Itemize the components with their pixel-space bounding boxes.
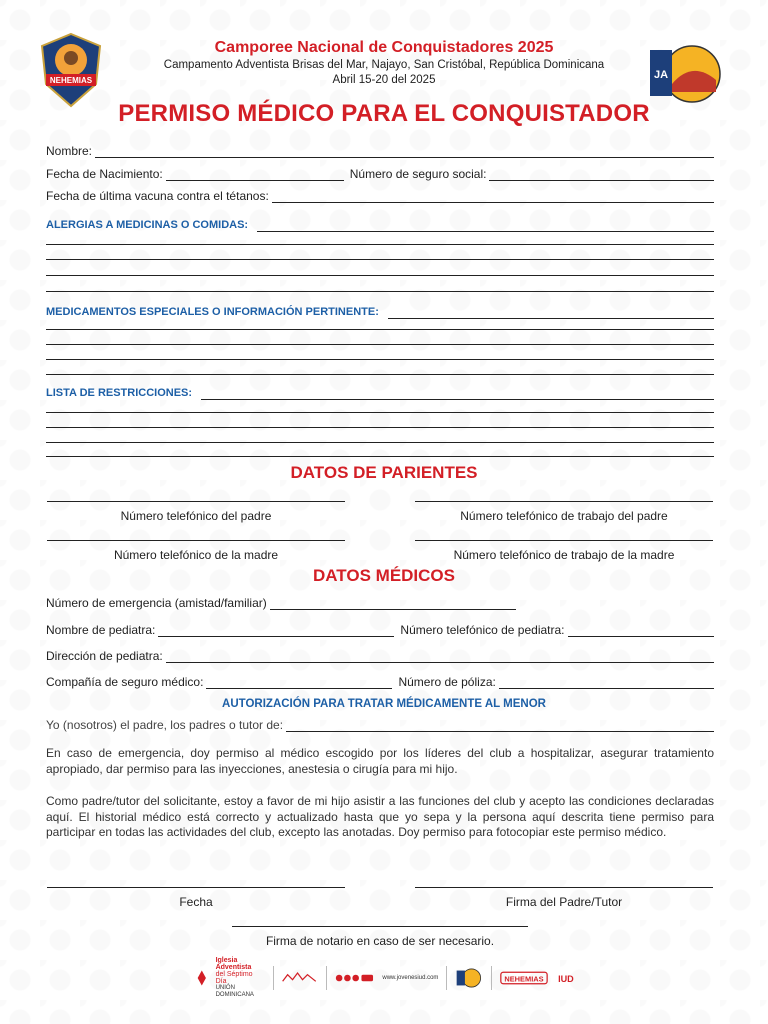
- field-label: Nombre:: [46, 144, 93, 158]
- field-alergias[interactable]: [46, 216, 714, 232]
- ja-small-logo-icon: [455, 965, 483, 991]
- field-tel-padre[interactable]: [47, 501, 345, 523]
- input-line[interactable]: [166, 169, 344, 181]
- input-line[interactable]: [232, 926, 528, 934]
- input-line[interactable]: [158, 625, 394, 637]
- input-line[interactable]: [47, 501, 345, 509]
- field-label: Número telefónico de trabajo de la madre: [453, 548, 675, 562]
- input-line[interactable]: [47, 887, 345, 895]
- input-line[interactable]: [166, 651, 714, 663]
- field-label: Número telefónico de trabajo del padre: [460, 509, 668, 523]
- field-label: Número telefónico del padre: [120, 509, 272, 523]
- field-firma-padre[interactable]: [415, 887, 713, 909]
- blank-line[interactable]: [46, 244, 714, 245]
- section-label: LISTA DE RESTRICCIONES:: [46, 387, 193, 399]
- blank-line[interactable]: [46, 374, 714, 375]
- input-line[interactable]: [415, 540, 713, 548]
- field-tel-trabajo-padre[interactable]: [415, 501, 713, 523]
- field-vacuna-tetanos[interactable]: [46, 187, 714, 203]
- section-label: ALERGIAS A MEDICINAS O COMIDAS:: [46, 219, 249, 231]
- field-label: Fecha: [179, 895, 213, 909]
- input-line[interactable]: [415, 501, 713, 509]
- field-label: Firma del Padre/Tutor: [505, 895, 623, 909]
- website-text: www.jovenesiud.com: [382, 974, 439, 981]
- field-restricciones[interactable]: [46, 384, 714, 400]
- blank-line[interactable]: [46, 427, 714, 428]
- field-tutor[interactable]: [46, 716, 714, 732]
- input-line[interactable]: [270, 598, 516, 610]
- input-line[interactable]: [95, 146, 714, 158]
- nehemias-logo-icon: [38, 32, 104, 108]
- social-media-icon: [335, 973, 375, 983]
- blank-line[interactable]: [46, 344, 714, 345]
- field-medicamentos[interactable]: [46, 303, 714, 319]
- field-label: Número de seguro social:: [349, 167, 487, 181]
- blank-line[interactable]: [46, 275, 714, 276]
- blank-line[interactable]: [46, 359, 714, 360]
- field-label: Fecha de Nacimiento:: [46, 167, 163, 181]
- event-location: Campamento Adventista Brisas del Mar, Najayo, San Cristóbal, República Dominicana: [163, 59, 605, 71]
- field-emergencia[interactable]: [46, 594, 516, 610]
- svg-text:NEHEMIAS: NEHEMIAS: [504, 974, 544, 984]
- event-title: Camporee Nacional de Conquistadores 2025: [214, 39, 554, 56]
- input-line[interactable]: [206, 677, 392, 689]
- input-line[interactable]: [286, 720, 714, 732]
- nehemias-small-logo-icon: [500, 969, 548, 987]
- iglesia-text: Iglesia Adventista del Séptimo Día UNIÓN DOMINICANA: [215, 957, 254, 998]
- input-line[interactable]: [499, 677, 714, 689]
- svg-text:JA: JA: [653, 69, 669, 81]
- autorizacion-title: AUTORIZACIÓN PARA TRATAR MÉDICAMENTE AL MENOR: [222, 698, 546, 710]
- parientes-title: DATOS DE PARIENTES: [290, 463, 478, 482]
- input-line[interactable]: [388, 307, 714, 319]
- field-tel-madre[interactable]: [47, 540, 345, 562]
- form-title: PERMISO MÉDICO PARA EL CONQUISTADOR: [118, 100, 650, 127]
- field-label: Número telefónico de pediatra:: [400, 623, 565, 637]
- field-label: Dirección de pediatra:: [46, 649, 163, 663]
- paragraph-condiciones: Como padre/tutor del solicitante, estoy a favor de mi hijo asistir a las funciones del club y acepto las condiciones declaradas aquí. El historial médico está correcto y actualizado hasta que yo sepa y la persona aquí descrita tiene permiso para participar en todas las actividades del club, excepto las anotadas. Doy permiso para fotocopiar este permiso médico.: [46, 794, 714, 839]
- blank-line[interactable]: [46, 442, 714, 443]
- svg-text:NEHEMIAS: NEHEMIAS: [49, 76, 93, 85]
- input-line[interactable]: [272, 191, 714, 203]
- field-fecha-nacimiento[interactable]: [46, 165, 714, 181]
- paragraph-emergencia: En caso de emergencia, doy permiso al médico escogido por los líderes del club a hospitalizar, asegurar tratamiento apropiado, dar permiso para las inyecciones, anestesia o cirugía para mi hijo.: [46, 746, 714, 776]
- event-header: [110, 38, 658, 88]
- blank-line[interactable]: [46, 291, 714, 292]
- field-label: Firma de notario en caso de ser necesario.: [265, 934, 495, 948]
- field-dir-pediatra[interactable]: [46, 647, 714, 663]
- input-line[interactable]: [201, 388, 714, 400]
- field-label: Número de póliza:: [398, 675, 496, 689]
- iud-logo-icon: [556, 968, 576, 988]
- blank-line[interactable]: [46, 259, 714, 260]
- blank-line[interactable]: [46, 329, 714, 330]
- adventist-flame-icon: [196, 968, 208, 988]
- ja-logo-icon: [646, 40, 730, 106]
- input-line[interactable]: [489, 169, 714, 181]
- footer-logos: [196, 957, 576, 998]
- svg-text:IUD: IUD: [558, 974, 574, 985]
- section-label: MEDICAMENTOS ESPECIALES O INFORMACIÓN PERTINENTE:: [46, 306, 379, 318]
- field-label: Número telefónico de la madre: [113, 548, 279, 562]
- blank-line[interactable]: [46, 456, 714, 457]
- field-tel-trabajo-madre[interactable]: [415, 540, 713, 562]
- field-fecha-firma[interactable]: [47, 887, 345, 909]
- field-label: Nombre de pediatra:: [46, 623, 156, 637]
- field-label: Compañía de seguro médico:: [46, 675, 204, 689]
- input-line[interactable]: [47, 540, 345, 548]
- jovenes-logo-icon: [281, 968, 317, 988]
- field-nombre[interactable]: [46, 142, 714, 158]
- input-line[interactable]: [257, 220, 714, 232]
- field-label: Yo (nosotros) el padre, los padres o tutor de:: [46, 718, 284, 732]
- field-pediatra[interactable]: [46, 621, 714, 637]
- field-label: Fecha de última vacuna contra el tétanos:: [46, 189, 269, 203]
- field-firma-notario[interactable]: [232, 926, 528, 948]
- event-dates: Abril 15-20 del 2025: [332, 74, 436, 86]
- medicos-title: DATOS MÉDICOS: [313, 566, 455, 585]
- input-line[interactable]: [415, 887, 713, 895]
- field-label: Número de emergencia (amistad/familiar): [46, 596, 267, 610]
- input-line[interactable]: [568, 625, 714, 637]
- field-compania-seguro[interactable]: [46, 673, 714, 689]
- blank-line[interactable]: [46, 412, 714, 413]
